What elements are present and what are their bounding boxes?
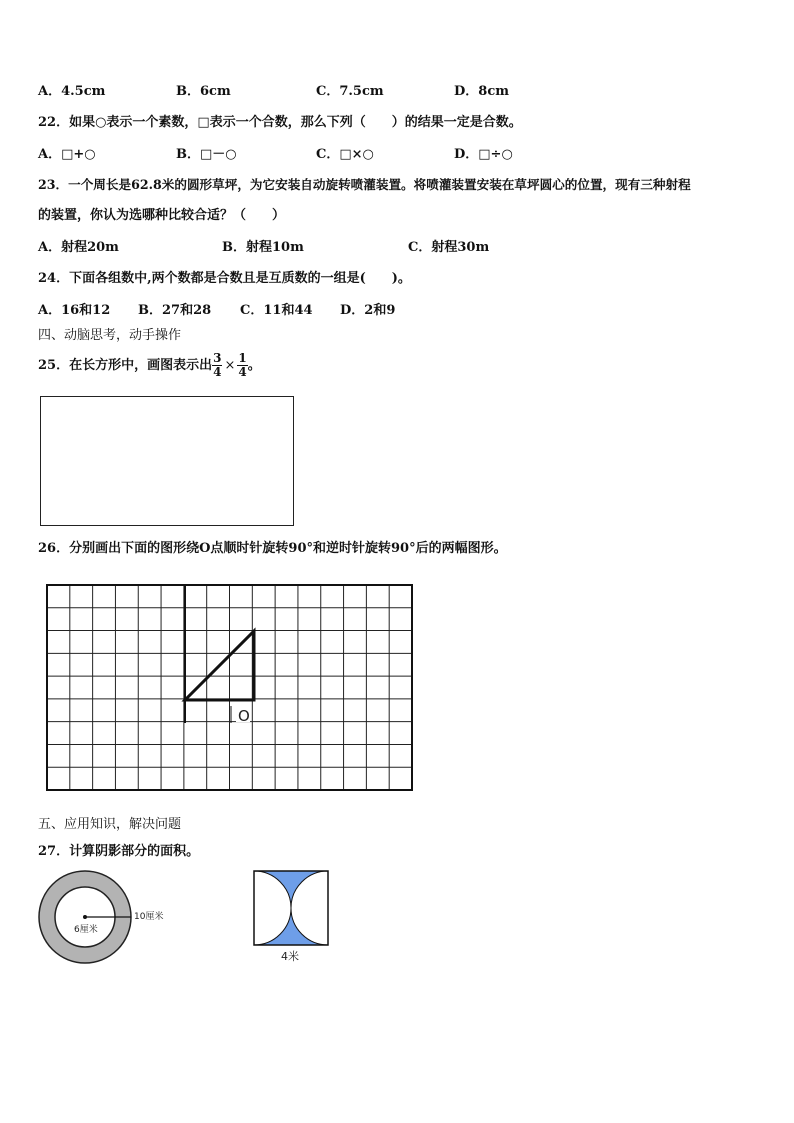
square-side-label: 4米 [281,950,299,963]
times-sign: × [224,358,236,373]
q23-option-c[interactable]: C．射程30m [408,240,490,255]
section4-title: 四、动脑思考，动手操作 [38,328,182,343]
q24-stem: 24．下面各组数中,两个数都是合数且是互质数的一组是( )。 [38,271,411,286]
q25-stem-prefix: 25．在长方形中，画图表示出 [38,358,213,373]
right-triangle-shape [185,631,254,700]
q22-option-a[interactable]: A．□+○ [38,147,96,162]
q23-option-b[interactable]: B．射程10m [222,240,304,255]
grid-lines [47,585,412,790]
center-point [83,915,87,919]
square-figure [250,868,334,968]
q22-option-b[interactable]: B．□－○ [176,147,237,162]
q26-stem: 26．分别画出下面的图形绕O点顺时针旋转90°和逆时针旋转90°后的两幅图形。 [38,541,507,556]
q25-stem-suffix: 。 [247,358,261,373]
q24-option-c[interactable]: C．11和44 [240,303,313,318]
q22-option-c[interactable]: C．□×○ [316,147,374,162]
section5-title: 五、应用知识，解决问题 [38,817,182,832]
q24-option-b[interactable]: B．27和28 [138,303,212,318]
rotation-grid[interactable] [40,578,420,798]
q24-option-a[interactable]: A．16和12 [38,303,111,318]
q23-option-a[interactable]: A．射程20m [38,240,119,255]
q21-option-a[interactable]: A．4.5cm [38,84,106,99]
q21-option-d[interactable]: D．8cm [454,84,509,99]
outer-radius-label: 10厘米 [134,912,164,922]
frac1-numerator: 3 [213,351,222,365]
frac2-numerator: 1 [238,351,247,365]
q22-option-d[interactable]: D．□÷○ [454,147,513,162]
q25-stem [38,348,261,384]
q21-option-b[interactable]: B．6cm [176,84,231,99]
ring-figure [36,868,186,972]
fraction-three-quarters [212,352,222,379]
inner-radius-label: 6厘米 [74,925,98,935]
frac1-denominator: 4 [213,365,222,379]
q27-stem: 27．计算阴影部分的面积。 [38,844,200,859]
fraction-one-quarter [237,352,247,379]
frac2-denominator: 4 [238,365,247,379]
q21-option-c[interactable]: C．7.5cm [316,84,384,99]
point-o-label: O [238,707,250,725]
q23-stem-line2: 的装置，你认为选哪种比较合适？（ ） [38,208,286,223]
q23-stem-line1: 23．一个周长是62.8米的圆形草坪，为它安装自动旋转喷灌装置。将喷灌装置安装在草坪圆心的位置，现有三种射程 [38,177,691,192]
drawing-rectangle[interactable] [40,396,294,526]
q22-stem: 22．如果○表示一个素数，□表示一个合数，那么下列（ ）的结果一定是合数。 [38,115,522,130]
q24-option-d[interactable]: D．2和9 [340,303,396,318]
